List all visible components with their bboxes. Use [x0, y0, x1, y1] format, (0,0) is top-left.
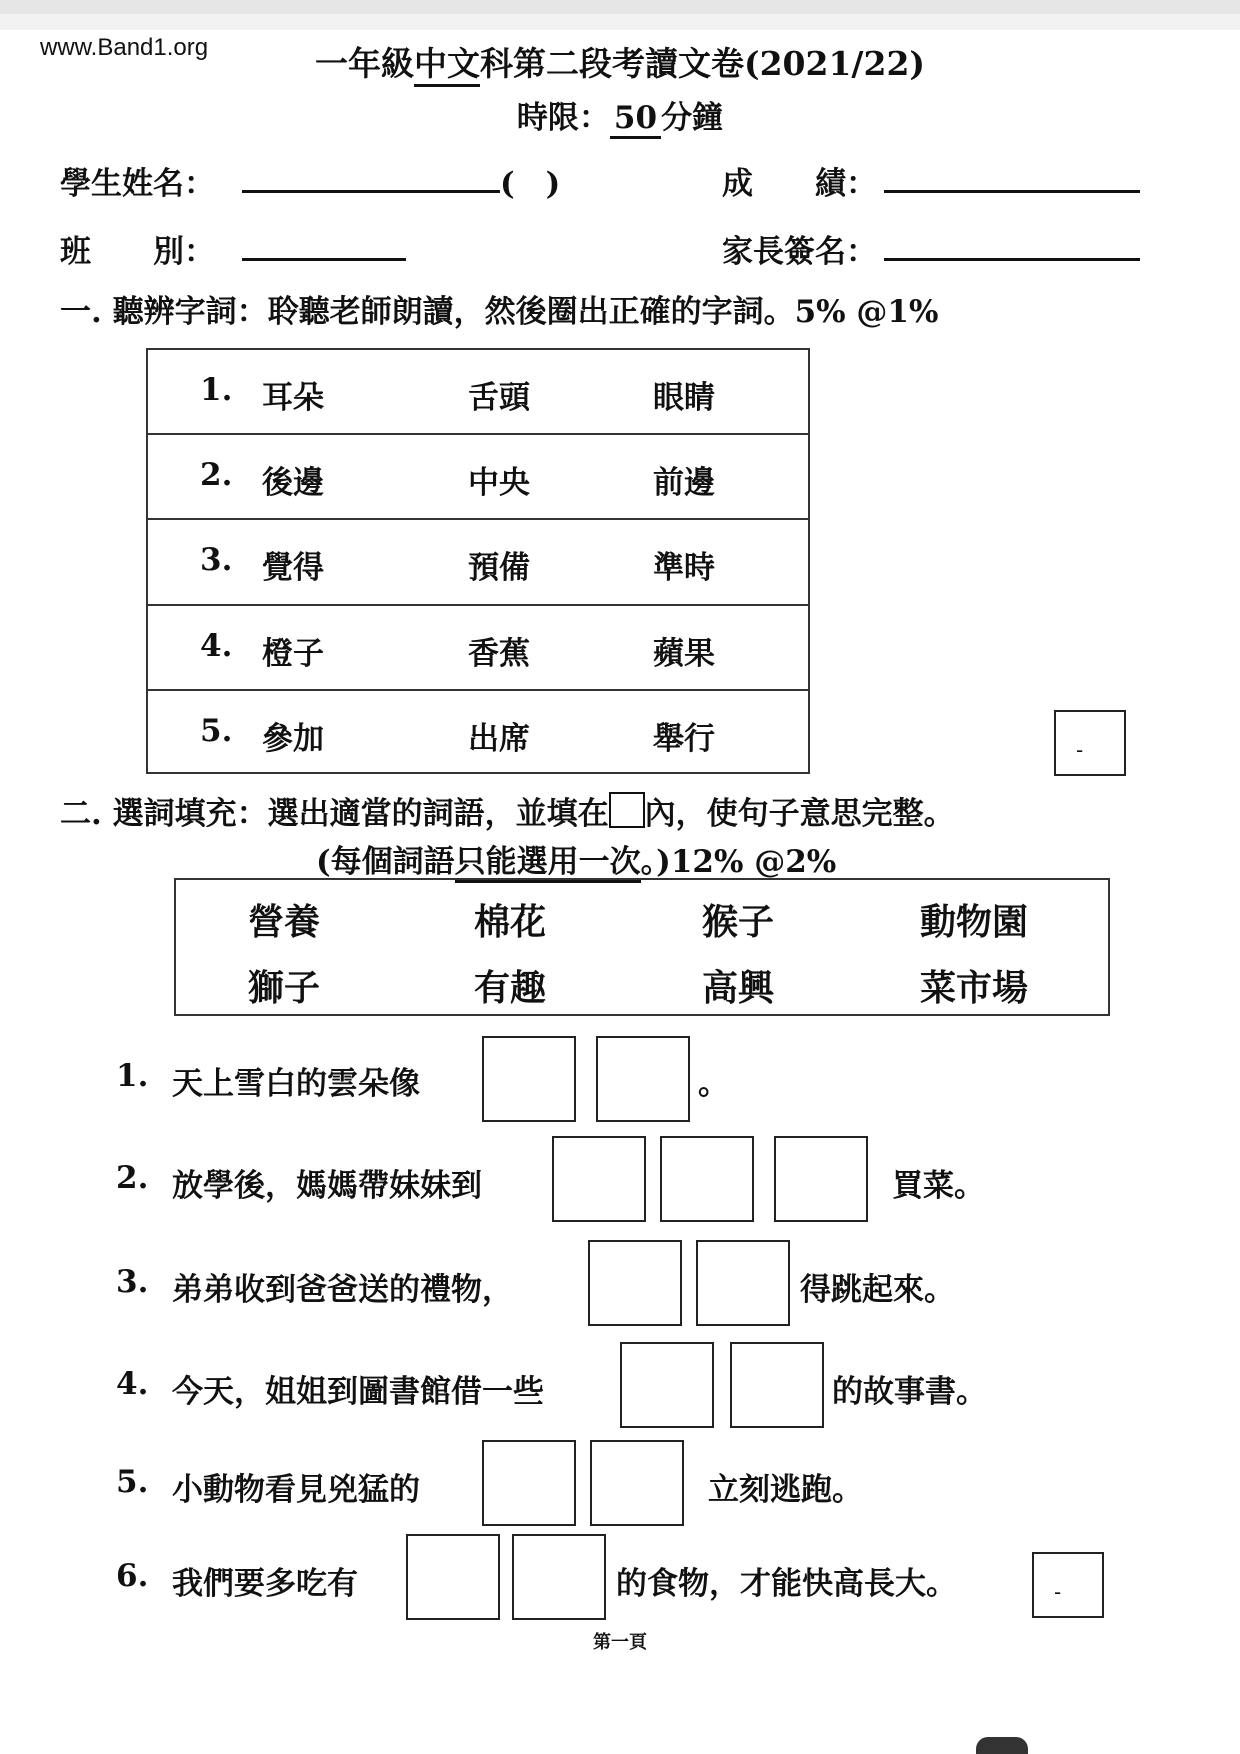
corner-tab	[976, 1737, 1028, 1754]
score-mark: -	[1076, 738, 1084, 762]
question-text-end: 買菜。	[892, 1168, 985, 1204]
section2-score-box[interactable]	[1032, 1552, 1104, 1618]
answer-box[interactable]	[774, 1136, 868, 1222]
bank-word: 獅子	[248, 967, 321, 1009]
watermark-text: www.Band1.org	[40, 34, 209, 61]
word-option[interactable]: 預備	[468, 550, 530, 587]
answer-box[interactable]	[730, 1342, 824, 1428]
word-option[interactable]: 蘋果	[653, 635, 715, 672]
time-unit: 分鐘	[661, 100, 724, 136]
section2-heading	[60, 788, 955, 833]
table-row	[148, 435, 808, 520]
answer-box[interactable]	[620, 1342, 714, 1428]
class-label: 班 別：	[60, 234, 215, 270]
browser-top-strip	[0, 14, 1240, 30]
note-b: 。)12% @2%	[640, 844, 837, 880]
word-option[interactable]: 舌頭	[468, 380, 530, 416]
section2-heading-a: 二. 選詞填充：選出適當的詞語，並填在	[60, 796, 609, 832]
answer-box[interactable]	[552, 1136, 646, 1222]
page-footer: 第一頁	[593, 1632, 647, 1653]
parent-sign-line[interactable]	[884, 258, 1140, 261]
question-text-end: 。	[698, 1066, 729, 1102]
question-text: 弟弟收到爸爸送的禮物，	[172, 1272, 513, 1308]
question-text-end: 得跳起來。	[800, 1272, 955, 1308]
question-number: 6.	[116, 1558, 149, 1594]
word-option[interactable]: 舉行	[653, 720, 715, 757]
word-option[interactable]: 香蕉	[468, 635, 530, 672]
word-option[interactable]: 眼睛	[653, 380, 715, 416]
question-text: 我們要多吃有	[172, 1566, 358, 1602]
answer-box[interactable]	[588, 1240, 682, 1326]
table-row	[148, 520, 808, 605]
word-option[interactable]: 準時	[653, 550, 715, 587]
question-number: 1.	[116, 1058, 149, 1094]
bank-word: 猴子	[702, 901, 775, 943]
answer-box[interactable]	[512, 1534, 606, 1620]
score-line[interactable]	[884, 190, 1140, 193]
student-name-line[interactable]	[242, 190, 500, 193]
word-option[interactable]: 參加	[262, 720, 324, 757]
row-number: 1.	[200, 372, 233, 408]
word-option[interactable]: 橙子	[262, 635, 324, 672]
question-number: 2.	[116, 1160, 149, 1196]
word-option[interactable]: 出席	[468, 720, 530, 757]
note-underlined: 只能選用一次	[455, 844, 641, 883]
bank-word: 菜市場	[920, 967, 1029, 1009]
word-option[interactable]: 前邊	[653, 465, 715, 502]
question-number: 5.	[116, 1464, 149, 1500]
question-number: 4.	[116, 1366, 149, 1402]
score-mark: -	[1054, 1580, 1062, 1604]
question-text-end: 的食物，才能快高長大。	[616, 1566, 957, 1602]
note-a: (每個詞語	[316, 844, 455, 880]
row-number: 3.	[200, 542, 233, 579]
time-value: 50	[610, 100, 661, 139]
answer-box[interactable]	[596, 1036, 690, 1122]
row-number: 2.	[200, 457, 233, 494]
title-prefix: 一年級	[314, 44, 414, 83]
time-limit	[0, 92, 1240, 137]
answer-box[interactable]	[660, 1136, 754, 1222]
title-suffix: 科第二段考讀文卷(2021/22)	[479, 44, 926, 83]
exam-title	[0, 38, 1240, 85]
bank-word: 營養	[248, 901, 321, 943]
parent-sign-label: 家長簽名：	[722, 234, 877, 270]
bank-word: 棉花	[474, 901, 547, 943]
word-option[interactable]: 覺得	[262, 550, 324, 587]
answer-box[interactable]	[482, 1440, 576, 1526]
bank-word: 動物園	[920, 901, 1029, 943]
question-text: 天上雪白的雲朵像	[172, 1066, 420, 1102]
word-bank	[174, 878, 1110, 1016]
table-row	[148, 691, 808, 776]
class-number-paren: ( )	[500, 166, 561, 202]
table-row	[148, 606, 808, 691]
row-number: 4.	[200, 627, 233, 664]
browser-top-bar	[0, 0, 1240, 14]
row-number: 5.	[200, 712, 233, 749]
section2-heading-b: 內，使句子意思完整。	[644, 796, 955, 832]
title-underlined: 中文	[414, 44, 480, 87]
section2-note	[316, 836, 836, 881]
word-option[interactable]: 耳朵	[262, 380, 324, 416]
question-text: 小動物看見兇猛的	[172, 1472, 420, 1508]
word-option[interactable]: 後邊	[262, 465, 324, 502]
question-text: 放學後，媽媽帶妹妹到	[172, 1168, 482, 1204]
score-label: 成 績：	[722, 166, 877, 202]
answer-box[interactable]	[590, 1440, 684, 1526]
section1-heading: 一. 聽辨字詞：聆聽老師朗讀，然後圈出正確的字詞。5% @1%	[60, 294, 939, 330]
time-label: 時限：	[516, 100, 610, 136]
table-row	[148, 350, 808, 435]
student-name-label: 學生姓名：	[60, 166, 215, 202]
question-text-end: 立刻逃跑。	[708, 1472, 863, 1508]
section1-table	[146, 348, 810, 774]
answer-box[interactable]	[482, 1036, 576, 1122]
question-number: 3.	[116, 1264, 149, 1300]
word-option[interactable]: 中央	[468, 465, 530, 502]
question-text-end: 的故事書。	[832, 1374, 987, 1410]
class-line[interactable]	[242, 258, 406, 261]
answer-box[interactable]	[696, 1240, 790, 1326]
answer-box[interactable]	[406, 1534, 500, 1620]
bank-word: 有趣	[474, 967, 547, 1009]
bank-word: 高興	[702, 967, 775, 1009]
square-box-icon	[609, 792, 645, 828]
question-text: 今天，姐姐到圖書館借一些	[172, 1374, 544, 1410]
section1-score-box[interactable]	[1054, 710, 1126, 776]
